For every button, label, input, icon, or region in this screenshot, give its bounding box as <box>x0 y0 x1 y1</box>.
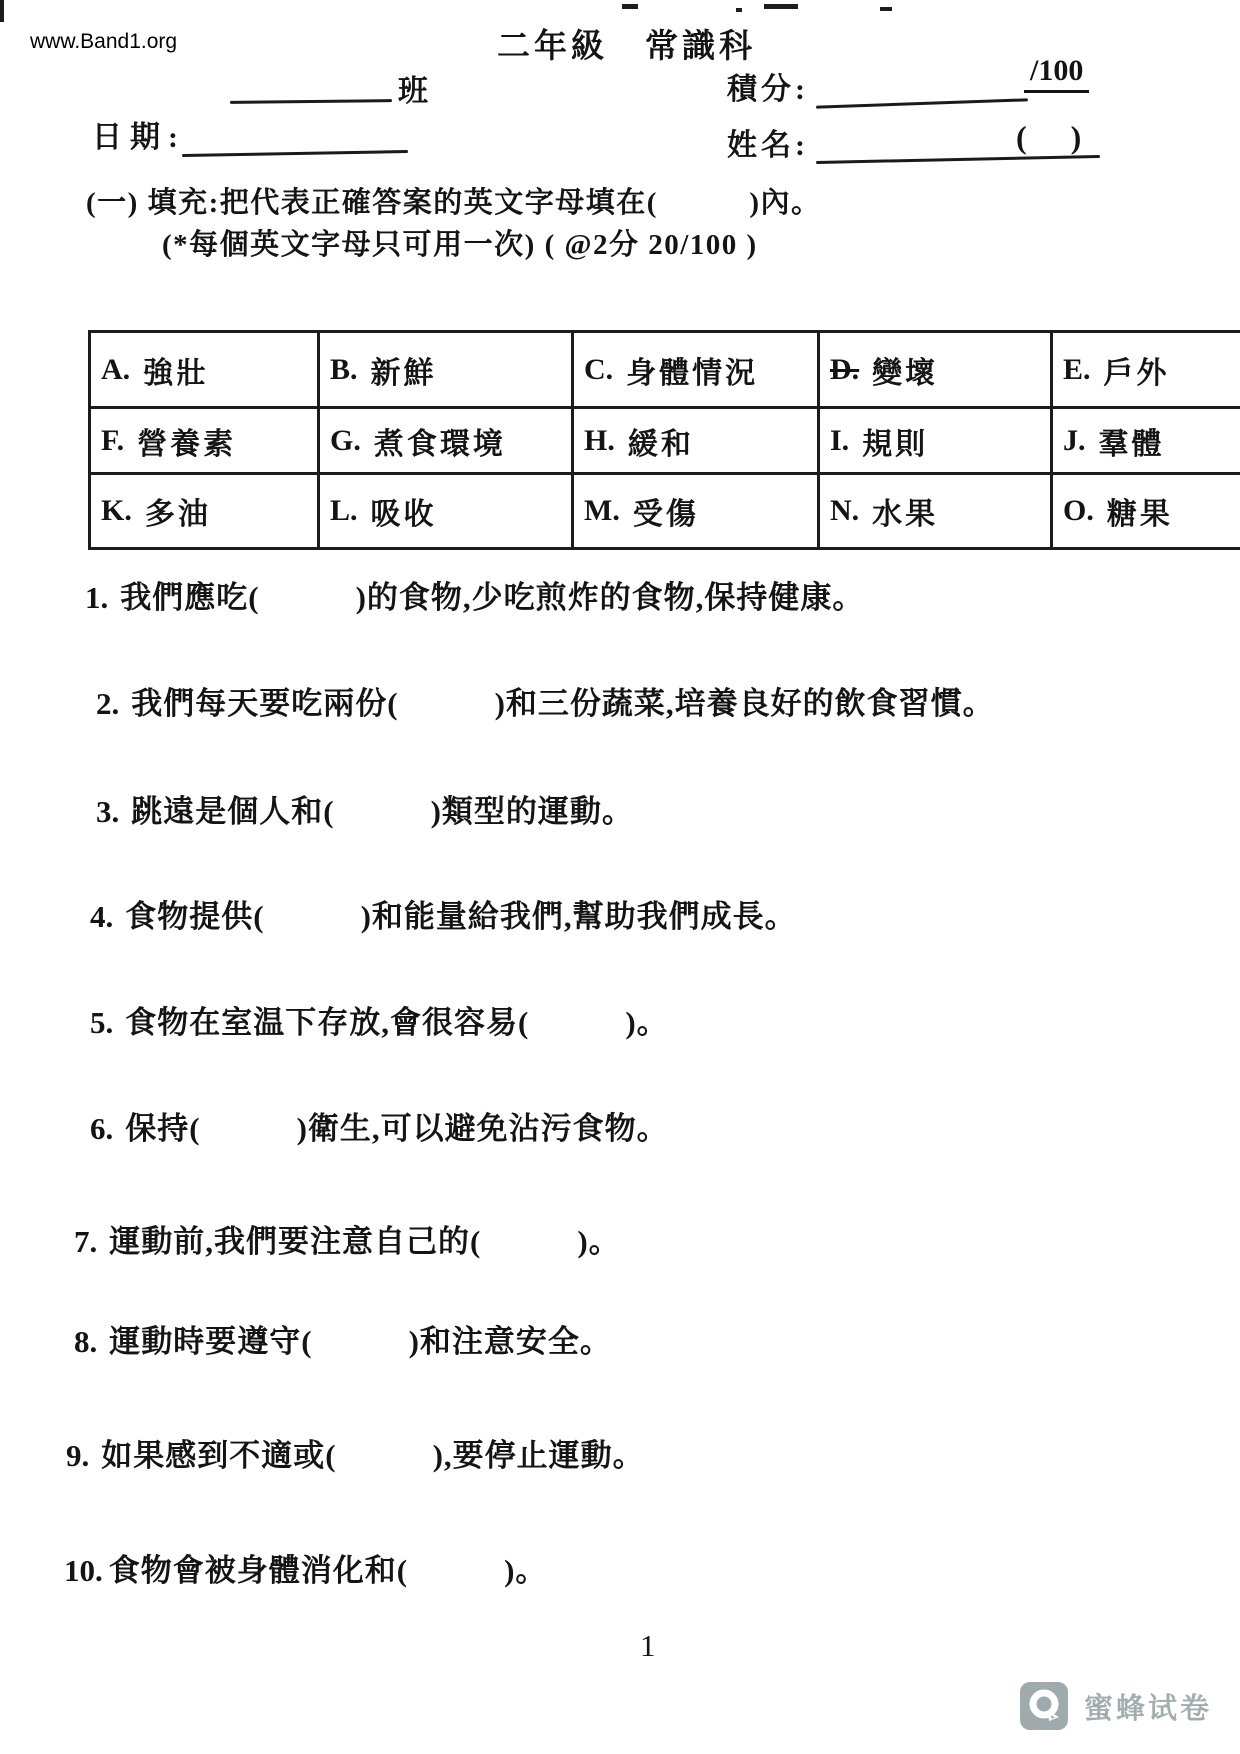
question-number: 7. <box>74 1224 98 1259</box>
option-cell-L <box>320 475 574 547</box>
option-letter: B. <box>330 352 358 386</box>
question-number: 9. <box>66 1438 90 1473</box>
option-text: 煮食環境 <box>373 427 506 461</box>
option-letter: L. <box>330 494 358 527</box>
question-number: 2. <box>96 686 120 721</box>
question-text: 食物會被身體消化和( )。 <box>108 1553 548 1588</box>
class-label: 班 <box>398 75 432 108</box>
option-text: 營養素 <box>137 427 237 461</box>
option-cell-B <box>320 333 574 409</box>
option-cell-D <box>820 333 1053 409</box>
option-text: 緩和 <box>627 427 694 461</box>
option-text: 新鮮 <box>370 356 437 390</box>
question-row-2 <box>96 678 995 723</box>
option-letter: I. <box>830 423 850 457</box>
question-number: 6. <box>90 1111 114 1146</box>
question-number: 3. <box>96 794 120 829</box>
option-cell-C <box>574 333 820 409</box>
question-row-5 <box>90 997 669 1042</box>
question-text: 跳遠是個人和( )類型的運動。 <box>131 794 634 829</box>
option-text: 受傷 <box>632 498 699 531</box>
option-letter: E. <box>1063 352 1091 386</box>
option-cell-K <box>91 475 320 547</box>
brand-watermark <box>1020 1682 1212 1730</box>
option-letter: D. <box>830 352 860 386</box>
question-row-7 <box>74 1216 621 1261</box>
question-text: 我們每天要吃兩份( )和三份蔬菜,培養良好的飲食習慣。 <box>131 686 995 721</box>
option-cell-O <box>1053 475 1240 547</box>
option-text: 糖果 <box>1106 498 1173 531</box>
scan-artifact <box>764 4 798 9</box>
question-number: 10. <box>64 1553 103 1588</box>
question-text: 運動前,我們要注意自己的( )。 <box>109 1224 621 1259</box>
option-letter: H. <box>584 423 615 457</box>
name-paren: ( ) <box>1016 119 1088 155</box>
question-text: 食物提供( )和能量給我們,幫助我們成長。 <box>125 899 797 934</box>
scan-artifact <box>0 0 4 22</box>
question-row-6 <box>90 1103 669 1148</box>
option-letter: K. <box>101 494 132 527</box>
option-cell-E <box>1053 333 1240 409</box>
option-cell-J <box>1053 409 1240 475</box>
option-letter: O. <box>1063 494 1094 527</box>
option-text: 水果 <box>872 498 939 531</box>
option-text: 規則 <box>862 427 929 461</box>
question-text: 運動時要遵守( )和注意安全。 <box>109 1324 612 1359</box>
page-number: 1 <box>640 1628 656 1663</box>
scan-artifact <box>736 8 742 12</box>
option-text: 身體情況 <box>626 356 759 390</box>
score-blank-line <box>816 98 1028 108</box>
scan-artifact <box>880 7 892 11</box>
option-letter: A. <box>101 352 131 386</box>
option-letter: C. <box>584 352 614 386</box>
option-cell-G <box>320 409 574 475</box>
option-cell-M <box>574 475 820 547</box>
question-text: 保持( )衛生,可以避免沾污食物。 <box>125 1111 669 1146</box>
option-cell-N <box>820 475 1053 547</box>
brand-name: 蜜蜂试卷 <box>1084 1692 1213 1725</box>
score-total: /100 <box>1024 54 1089 93</box>
question-number: 5. <box>90 1005 114 1040</box>
question-row-8 <box>74 1316 612 1361</box>
date-blank-line <box>182 150 408 157</box>
question-text: 食物在室温下存放,會很容易( )。 <box>125 1005 669 1040</box>
date-label: 日期: <box>92 121 186 154</box>
option-letter: N. <box>830 494 860 527</box>
option-text: 變壞 <box>872 356 939 390</box>
options-table <box>88 330 1240 550</box>
site-watermark: www.Band1.org <box>30 30 178 53</box>
option-letter: F. <box>101 423 125 457</box>
question-row-1 <box>85 572 864 617</box>
option-text: 多油 <box>144 498 211 531</box>
question-number: 8. <box>74 1324 98 1359</box>
option-text: 羣體 <box>1098 427 1165 461</box>
option-cell-F <box>91 409 320 475</box>
option-letter: G. <box>330 423 361 457</box>
option-letter: M. <box>584 494 620 527</box>
instruction-line1: (一) 填充:把代表正確答案的英文字母填在( )內。 <box>86 187 822 219</box>
option-letter: J. <box>1063 423 1086 457</box>
page-title: 二年級 常識科 <box>497 29 756 65</box>
name-label: 姓名: <box>727 129 809 162</box>
score-label: 積分: <box>727 73 809 106</box>
scan-artifact <box>622 4 638 9</box>
option-text: 強壯 <box>143 356 210 390</box>
question-row-3 <box>96 786 634 831</box>
question-text: 我們應吃( )的食物,少吃煎炸的食物,保持健康。 <box>120 580 865 615</box>
question-number: 1. <box>85 580 109 615</box>
option-text: 吸收 <box>370 498 437 531</box>
question-text: 如果感到不適或( ),要停止運動。 <box>101 1438 645 1473</box>
question-row-4 <box>90 891 797 936</box>
question-row-10 <box>64 1545 547 1590</box>
question-row-9 <box>66 1430 645 1475</box>
class-blank-line <box>230 99 392 104</box>
option-cell-I <box>820 409 1053 475</box>
instruction-line2: (*每個英文字母只可用一次) ( @2分 20/100 ) <box>162 229 758 261</box>
bee-logo-icon <box>1020 1682 1068 1730</box>
option-text: 戶外 <box>1103 356 1170 390</box>
question-number: 4. <box>90 899 114 934</box>
option-cell-H <box>574 409 820 475</box>
option-cell-A <box>91 333 320 409</box>
